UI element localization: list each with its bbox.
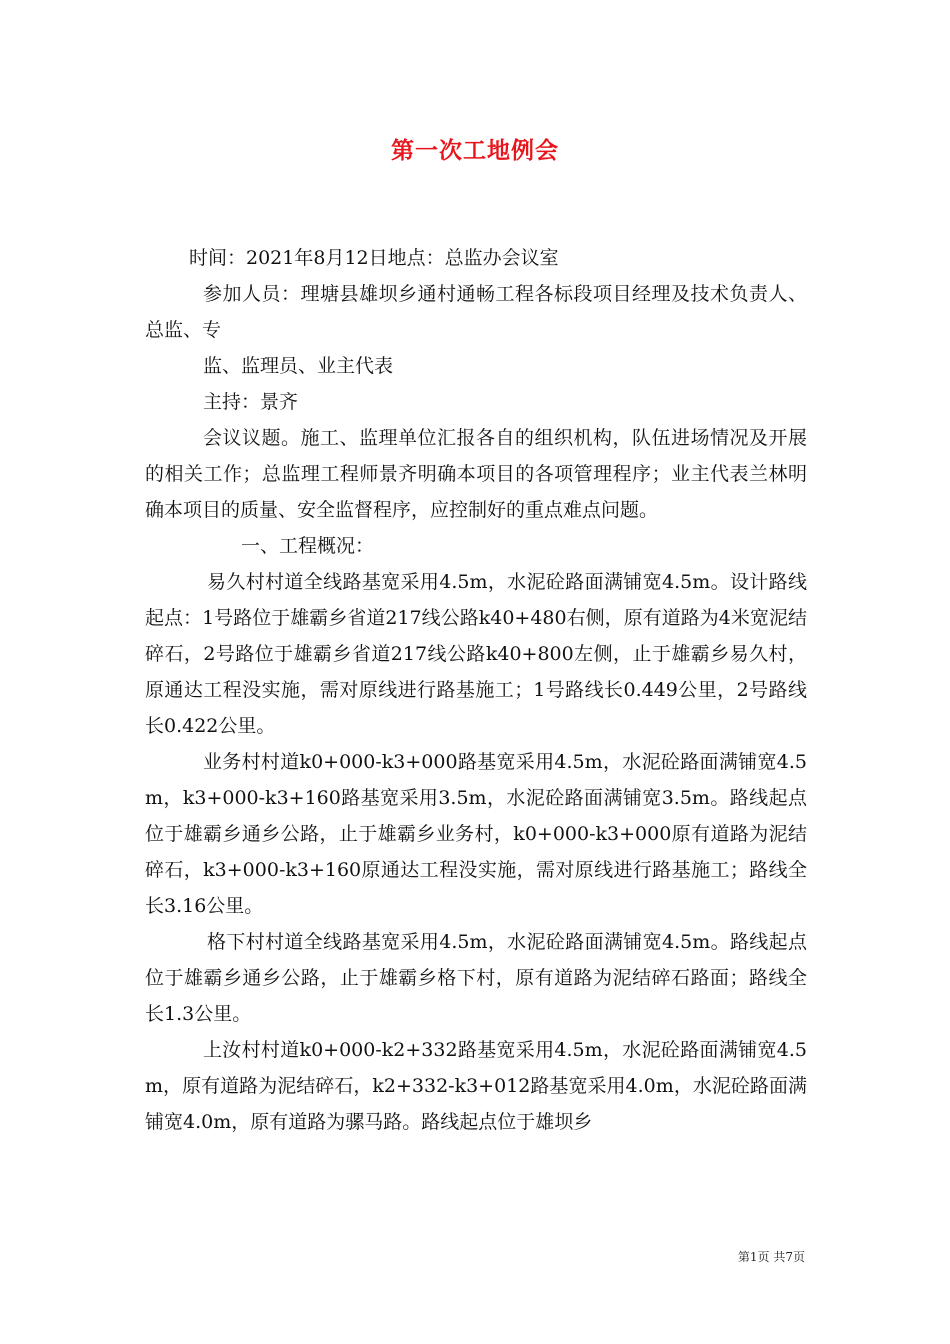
paragraph-yijiu-village: 易久村村道全线路基宽采用4.5m，水泥砼路面满铺宽4.5m。设计路线起点：1号路位于雄霸乡省道217线公路k40+480右侧，原有道路为4米宽泥结碎石，2号路位于雄霸乡省道217线公路k40+800左侧，止于雄霸乡易久村，原通达工程没实施，需对原线进行路基施工；1号路线长0.449公里，2号路线长0.422公里。 xyxy=(145,571,807,737)
paragraph-attendees: 参加人员：理塘县雄坝乡通村通畅工程各标段项目经理及技术负责人、总监、专 xyxy=(145,283,807,341)
paragraph-time-place: 时间：2021年8月12日地点：总监办会议室 xyxy=(189,247,559,269)
document-body xyxy=(145,240,807,1140)
paragraph-gexia-village: 格下村村道全线路基宽采用4.5m，水泥砼路面满铺宽4.5m。路线起点位于雄霸乡通乡公路，止于雄霸乡格下村，原有道路为泥结碎石路面；路线全长1.3公里。 xyxy=(145,931,807,1025)
paragraph-agenda: 会议议题。施工、监理单位汇报各自的组织机构，队伍进场情况及开展的相关工作；总监理工程师景齐明确本项目的各项管理程序；业主代表兰林明确本项目的质量、安全监督程序，应控制好的重点难点问题。 xyxy=(145,427,807,521)
paragraph-host: 主持：景齐 xyxy=(203,391,299,413)
paragraph-yewu-village: 业务村村道k0+000-k3+000路基宽采用4.5m，水泥砼路面满铺宽4.5m，k3+000-k3+160路基宽采用3.5m，水泥砼路面满铺宽3.5m。路线起点位于雄霸乡通乡公路，止于雄霸乡业务村，k0+000-k3+000原有道路为泥结碎石，k3+000-k3+160原通达工程没实施，需对原线进行路基施工；路线全长3.16公里。 xyxy=(145,751,807,917)
section-heading-overview: 一、工程概况： xyxy=(241,535,375,557)
document-title: 第一次工地例会 xyxy=(391,137,559,164)
page-number: 第1页 共7页 xyxy=(737,1250,805,1264)
paragraph-attendees-continued: 监、监理员、业主代表 xyxy=(203,355,394,377)
paragraph-shangru-village: 上汝村村道k0+000-k2+332路基宽采用4.5m，水泥砼路面满铺宽4.5m，原有道路为泥结碎石，k2+332-k3+012路基宽采用4.0m，水泥砼路面满铺宽4.0m，原有道路为骡马路。路线起点位于雄坝乡 xyxy=(145,1039,807,1133)
